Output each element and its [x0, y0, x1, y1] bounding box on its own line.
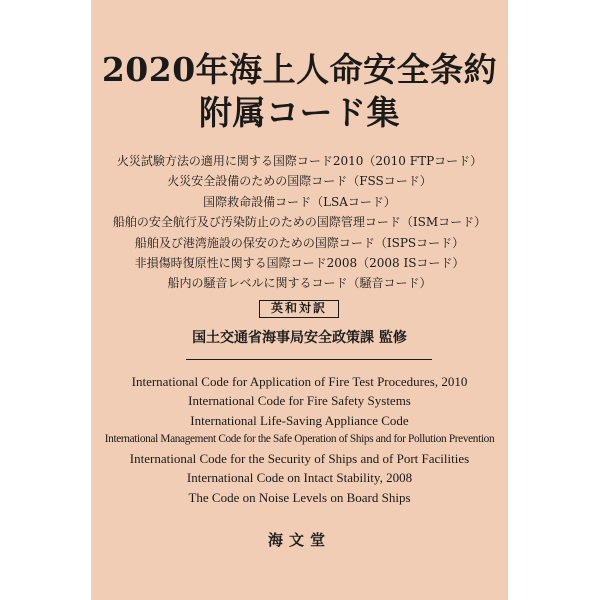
japanese-code-item: 火災試験方法の適用に関する国際コード2010（2010 FTPコード）: [116, 154, 483, 168]
book-title-line-1: 2020年海上人命安全条約: [101, 50, 498, 89]
english-code-item: The Code on Noise Levels on Board Ships: [188, 489, 411, 505]
publisher-name: 海文堂: [267, 531, 331, 549]
japanese-code-item: 船舶の安全航行及び汚染防止のための国際管理コード（ISMコード）: [112, 215, 487, 230]
english-code-item: International Code for Fire Safety Systems: [188, 393, 411, 409]
japanese-code-item: 非損傷時復原性に関する国際コード2008（2008 ISコード）: [134, 256, 465, 271]
english-code-item: International Code for the Security of Ships and of Port Facilities: [129, 451, 470, 467]
english-code-item: International Code on Intact Stability, 2008: [186, 470, 413, 486]
book-title-line-2: 附属コード集: [199, 93, 400, 132]
english-code-item: International Life-Saving Appliance Code: [190, 412, 409, 428]
japanese-code-list: [91, 151, 508, 294]
english-code-item: International Management Code for the Safe Operation of Ships and for Pollution Prevention: [104, 432, 495, 445]
divider-line: [186, 359, 432, 360]
japanese-code-item: 火災安全設備のための国際コード（FSSコード）: [167, 174, 432, 189]
supervisor-credit: 国土交通省海事局安全政策課 監修: [192, 330, 407, 346]
japanese-code-item: 国際救命設備コード（LSAコード）: [203, 194, 396, 209]
japanese-code-item: 船内の騒音レベルに関するコード（騒音コード）: [167, 276, 432, 291]
english-code-item: International Code for Application of Fire Test Procedures, 2010: [131, 374, 468, 389]
japanese-code-item: 船舶及び港湾施設の保安のための国際コード（ISPSコード）: [134, 235, 465, 250]
bilingual-badge: 英和対訳: [259, 300, 339, 318]
english-code-list: [91, 372, 508, 507]
book-cover: [91, 0, 508, 600]
